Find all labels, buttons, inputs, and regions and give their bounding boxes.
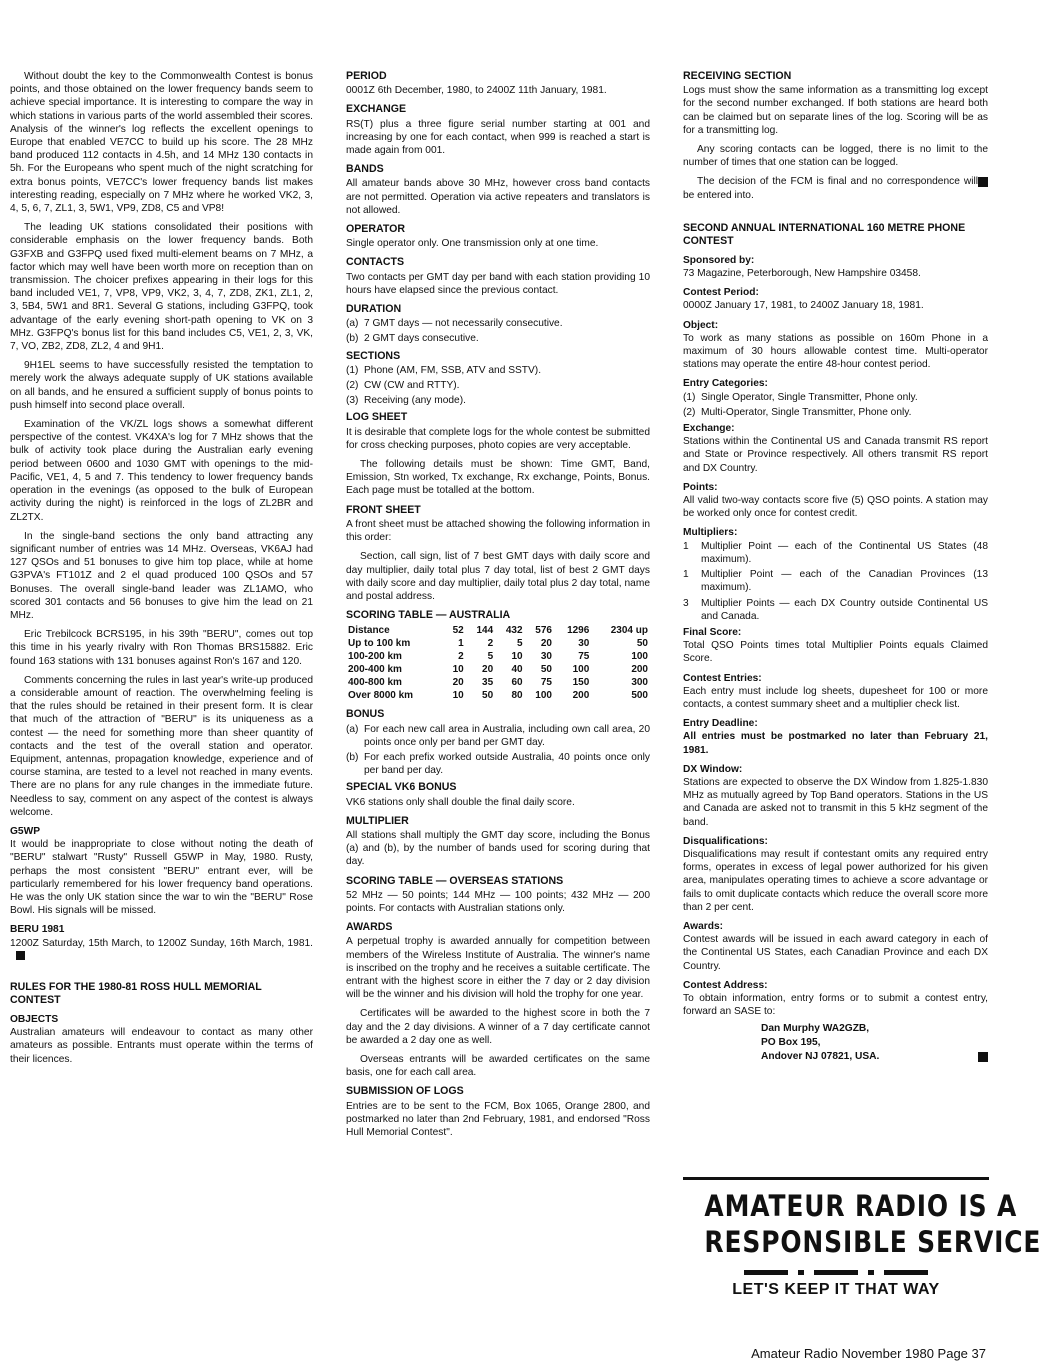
paragraph: VK6 stations only shall double the final daily score. xyxy=(346,796,575,808)
list-item xyxy=(346,394,650,407)
list-text: Phone (AM, FM, SSB, ATV and SSTV). xyxy=(364,364,542,376)
heading-operator: OPERATOR xyxy=(346,223,406,236)
heading-awards: Awards: xyxy=(683,920,724,932)
table-cell: 400-800 km xyxy=(348,677,402,689)
heading-sponsored-by: Sponsored by: xyxy=(683,254,755,266)
table-cell: 10 xyxy=(452,664,464,676)
column-3 xyxy=(683,70,988,1064)
dot-mark xyxy=(798,1270,804,1275)
table-header-row xyxy=(346,624,650,637)
heading-contest-entries: Contest Entries: xyxy=(683,672,762,684)
paragraph: Examination of the VK/ZL logs shows a somewhat different perspective of the contest. VK4XA's log for 7 MHz shows that the bulk of activity took place during the Australian early evening period between 0600 and 1030 GMT with openings to the mid-Pacific, VE1, 4, 5 and 7. This tendency to lower frequency bands operation in the evenings (as opposed to the bulk of European activity during the night) is reinforced in the logs of ZL2BR and ZL2TX. xyxy=(10,419,313,523)
table-row xyxy=(346,663,650,676)
heading-sections: SECTIONS xyxy=(346,349,401,362)
table-cell: 20 xyxy=(540,638,552,650)
paragraph: 52 MHz — 50 points; 144 MHz — 100 points; 432 MHz — 200 points. For contacts with Australian stations only. xyxy=(346,889,650,914)
table-cell: 300 xyxy=(631,677,648,689)
heading-duration: DURATION xyxy=(346,303,402,316)
list-item xyxy=(346,379,650,392)
heading-exchange: Exchange: xyxy=(683,423,735,435)
paragraph: In the single-band sections the only band attracting any significant number of entries was 14 MHz. Overseas, VK6AJ had 127 QSOs and 51 bonuses to give him top place, while at home G3PVA's FT101Z and 2 el quad produced 100 QSOs and 57 Bonuses. The overall single-band leader was ZL1AMO, who scored 301 contacts and 56 bonuses to give him the lead on 21 MHz. xyxy=(10,530,313,621)
heading-scoring-australia: SCORING TABLE — AUSTRALIA xyxy=(346,609,511,622)
list-text: Single Operator, Single Transmitter, Phone only. xyxy=(701,391,918,403)
paragraph: 73 Magazine, Peterborough, New Hampshire 03458. xyxy=(683,268,921,280)
list-marker: (a) xyxy=(346,723,359,735)
column-1 xyxy=(10,70,313,1072)
table-cell: 100 xyxy=(535,690,552,702)
paragraph: Comments concerning the rules in last year's write-up produced a considerable amount of reaction. The overwhelming feeling is that the rules should be retained in their present form. It is clear that much of the attraction of "BERU" is its uniqueness as a contest — the need for something more than sheer quantity of contacts and the test of the overall station and operator. Equipment, antennas, propagation knowledge, experience and of course stamina, are tested to a level not reached in many events. There are no plans for any rule changes in the immediate future. Needless to say, comment on any aspect of the contest is always welcome. xyxy=(10,674,313,818)
list-text: 2 GMT days consecutive. xyxy=(364,333,479,345)
table-header: 432 xyxy=(505,625,523,637)
heading-special-vk6-bonus: SPECIAL VK6 BONUS xyxy=(346,781,457,794)
paragraph: To work as many stations as possible on 160m Phone in a maximum of 30 hours allowable contest time. Multi-operator stations may operate the entire 48-hour contest period. xyxy=(683,332,988,371)
table-cell: 500 xyxy=(631,690,648,702)
paragraph: All stations shall multiply the GMT day score, including the Bonus (a) and (b), by the number of bands used for scoring during that day. xyxy=(346,829,650,868)
paragraph: 0000Z January 17, 1981, to 2400Z January 18, 1981. xyxy=(683,300,924,312)
paragraph: The following details must be shown: Time GMT, Band, Emission, Stn worked, Tx exchange, Rx exchange, Points, Bonus. Each page must be totalled at the bottom. xyxy=(346,459,650,497)
table-cell: 100 xyxy=(572,664,590,676)
list-text: 7 GMT days — not necessarily consecutive. xyxy=(364,318,563,330)
list-marker: (b) xyxy=(346,333,359,345)
heading-ross-hull-rules: RULES FOR THE 1980-81 ROSS HULL MEMORIAL CONTEST xyxy=(10,981,262,1006)
heading-entry-categories: Entry Categories: xyxy=(683,378,768,390)
end-mark-icon xyxy=(978,177,988,187)
banner-line-2: RESPONSIBLE SERVICE xyxy=(704,1225,1041,1259)
paragraph: The decision of the FCM is final and no correspondence will be entered into. xyxy=(683,176,978,201)
list-text: Receiving (any mode). xyxy=(364,395,466,407)
paragraph: Eric Trebilcock BCRS195, in his 39th "BERU", comes out top this time in his yearly rivalry with Ron Thomas BRS15882. Eric found 163 stations with 131 bonuses against Ron's 167 and 120. xyxy=(10,629,313,667)
heading-final-score: Final Score: xyxy=(683,626,742,638)
paragraph: Stations are expected to observe the DX Window from 1.825-1.830 MHz as mutually agreed by Top Band operators. Stations in the US and Canada are asked not to transmit in this 5 kHz segment of the band. xyxy=(683,776,988,828)
table-row xyxy=(346,650,650,663)
table-row xyxy=(346,689,650,702)
heading-disqualifications: Disqualifications: xyxy=(683,835,768,847)
paragraph: Stations within the Continental US and Canada transmit RS report and State or Province respectively. All others transmit RS report and DX Country. xyxy=(683,436,988,474)
promo-banner xyxy=(683,1177,1041,1299)
paragraph: Australian amateurs will endeavour to contact as many other amateurs as possible. Entrants must operate within the terms of their licences. xyxy=(10,1027,313,1065)
paragraph: Single operator only. One transmission only at one time. xyxy=(346,238,599,250)
paragraph: Section, call sign, list of 7 best GMT days with daily score and day multiplier, daily total plus 7 day total, list of best 2 GMT days with daily score and day multiplier, daily total plus 2 day total, name and postal address. xyxy=(346,551,650,602)
address-line: Andover NJ 07821, USA. xyxy=(761,1051,880,1063)
banner-line-1: AMATEUR RADIO IS A xyxy=(704,1189,1018,1223)
dash-mark xyxy=(814,1270,858,1275)
paragraph: All valid two-way contacts score five (5) QSO points. A station may be worked only once for contest credit. xyxy=(683,495,988,520)
paragraph: Total QSO Points times total Multiplier Points equals Claimed Score. xyxy=(683,640,988,665)
table-cell: Up to 100 km xyxy=(348,638,411,650)
list-text: For each new call area in Australia, including own call area, 20 points once only per band per GMT day. xyxy=(364,723,650,748)
paragraph: Each entry must include log sheets, dupesheet for 100 or more contacts, a contest summary sheet and a multiplier check list. xyxy=(683,685,988,710)
table-cell: 30 xyxy=(540,651,552,663)
table-cell: 100 xyxy=(631,651,648,663)
end-mark-icon xyxy=(978,1052,988,1062)
paragraph: Entries are to be sent to the FCM, Box 1065, Orange 2800, and postmarked no later than 2nd February, 1981, and endorsed "Ross Hull Memorial Contest". xyxy=(346,1100,650,1138)
table-cell: 2 xyxy=(458,651,464,663)
table-header: 144 xyxy=(476,625,494,637)
table-cell: 50 xyxy=(540,664,552,676)
table-cell: 40 xyxy=(511,664,523,676)
list-item xyxy=(683,540,988,566)
column-2 xyxy=(346,70,650,1145)
table-cell: 80 xyxy=(511,690,523,702)
table-cell: 50 xyxy=(482,690,494,702)
heading-awards: AWARDS xyxy=(346,921,393,934)
table-cell: 75 xyxy=(540,677,552,689)
table-row xyxy=(346,637,650,650)
heading-points: Points: xyxy=(683,481,718,493)
list-text: CW (CW and RTTY). xyxy=(364,380,460,392)
table-cell: 75 xyxy=(578,651,590,663)
paragraph: Any scoring contacts can be logged, there is no limit to the number of times that one station can be logged. xyxy=(683,144,988,169)
heading-bonus: BONUS xyxy=(346,708,385,721)
list-text: Multi-Operator, Single Transmitter, Phone only. xyxy=(701,406,912,418)
list-marker: (1) xyxy=(683,391,696,403)
table-cell: 60 xyxy=(511,677,523,689)
table-cell: 10 xyxy=(511,651,523,663)
list-text: Multiplier Point — each of the Continental US States (48 maximum). xyxy=(701,540,988,565)
paragraph: RS(T) plus a three figure serial number starting at 001 and increasing by one for each contact, when 999 is reached a start is made again from 001. xyxy=(346,118,650,157)
table-header: 52 xyxy=(452,625,464,637)
list-marker: (b) xyxy=(346,751,359,763)
heading-log-sheet: LOG SHEET xyxy=(346,411,408,424)
dot-mark xyxy=(868,1270,874,1275)
list-item xyxy=(346,723,650,749)
paragraph: The leading UK stations consolidated their positions with considerable emphasis on the lower frequency bands. Both G3FXB and G3FPQ used fixed multi-element beams on 7 MHz, a factor which may well have been worth more on reception than on transmission. The choicer prefixes appearing in their logs for this band included VE1, 7, VP8, VP9, VK2, 3, 4, 7, ZD8, ZK1, ZL1, 2, 3, 5B4, 5W1 and 8R1. Several G stations, including G3FPQ, took advantage of the early evening short-path opening to VK on 3 MHz. G3FPQ's bonus list for this band includes C5, VE1, 2, 3, VK, 7, VO, ZB2, ZD8, ZL2, 4 and 9H1. xyxy=(10,222,313,353)
heading-exchange: EXCHANGE xyxy=(346,103,407,116)
table-cell: 150 xyxy=(572,677,590,689)
heading-scoring-overseas: SCORING TABLE — OVERSEAS STATIONS xyxy=(346,874,564,887)
table-header: 2304 up xyxy=(610,625,648,637)
list-item xyxy=(346,751,650,777)
paragraph-end xyxy=(683,175,988,201)
list-text: Multiplier Point — each of the Canadian Provinces (13 maximum). xyxy=(701,569,988,594)
paragraph: All amateur bands above 30 MHz, however cross band contacts are not permitted. Operation via active repeaters and translators is not allowed. xyxy=(346,178,650,216)
paragraph: Without doubt the key to the Commonwealth Contest is bonus points, and those obtained on the lower frequency bands seem to achieve special importance. It is interesting to compare the way in which stations in various parts of the world assembled their scores. Analysis of the winner's log reflects the excellent openings to Europe that enabled VE7CC to build up his score. The 28 MHz band produced 112 contacts in 4.5h, and 14 MHz 130 contacts in 5h. For the Europeans who spent much of the night scratching for extra bonus points, VE7CC's lower frequency bands list makes interesting reading, especially on 7 MHz where he worked VK2, 3, 4, 5, 6, 7, ZL1, 3, 5W1, VP9, ZD8, C5 and VP8! xyxy=(10,71,313,215)
heading-contest-period: Contest Period: xyxy=(683,287,759,299)
paragraph: 9H1EL seems to have successfully resisted the temptation to merely work the always adequate supply of UK stations available on all bands, and he ensured a sufficient supply of bonus points to push himself into second place overall. xyxy=(10,360,313,411)
table-cell: 200-400 km xyxy=(348,664,402,676)
table-cell: 1 xyxy=(458,638,464,650)
table-cell: Over 8000 km xyxy=(348,690,414,702)
table-cell: 200 xyxy=(631,664,648,676)
list-item xyxy=(683,391,988,404)
table-cell: 10 xyxy=(452,690,464,702)
paragraph: Certificates will be awarded to the highest score in both the 7 day and the 2 day divisions. A winner of a 7 day certificate cannot be awarded a 2 day one as well. xyxy=(346,1008,650,1046)
table-cell: 200 xyxy=(572,690,590,702)
list-marker: (2) xyxy=(346,380,359,392)
heading-contest-address: Contest Address: xyxy=(683,979,768,991)
heading-objects: OBJECTS xyxy=(10,1014,59,1025)
dash-dot-rule xyxy=(683,1270,989,1275)
address-line-end xyxy=(761,1050,988,1064)
list-marker: 3 xyxy=(683,597,689,609)
list-item xyxy=(346,317,650,330)
heading-multiplier: MULTIPLIER xyxy=(346,814,409,827)
list-marker: 1 xyxy=(683,540,689,552)
heading-front-sheet: FRONT SHEET xyxy=(346,503,421,516)
paragraph: To obtain information, entry forms or to submit a contest entry, forward an SASE to: xyxy=(683,992,988,1018)
scoring-table-australia xyxy=(346,624,650,702)
heading-beru-1981: BERU 1981 xyxy=(10,924,65,936)
list-marker: (2) xyxy=(683,406,696,418)
heading-dx-window: DX Window: xyxy=(683,763,743,775)
paragraph: It is desirable that complete logs for the whole contest be submitted for cross checking purposes, photo copies are very acceptable. xyxy=(346,426,650,451)
table-row xyxy=(346,676,650,689)
heading-receiving-section: RECEIVING SECTION xyxy=(683,70,792,82)
heading-submission-of-logs: SUBMISSION OF LOGS xyxy=(346,1085,464,1098)
heading-bands: BANDS xyxy=(346,163,384,176)
list-item xyxy=(683,568,988,594)
banner-tagline: LET'S KEEP IT THAT WAY xyxy=(732,1281,940,1298)
list-item xyxy=(683,406,988,419)
table-cell: 5 xyxy=(517,638,523,650)
table-cell: 35 xyxy=(482,677,494,689)
page-footer: Amateur Radio November 1980 Page 37 xyxy=(751,1346,986,1361)
heading-entry-deadline: Entry Deadline: xyxy=(683,718,758,730)
heading-contacts: CONTACTS xyxy=(346,256,405,269)
table-cell: 100-200 km xyxy=(348,651,402,663)
paragraph: All entries must be postmarked no later than February 21, 1981. xyxy=(683,731,988,756)
table-cell: 20 xyxy=(452,677,464,689)
address-line: PO Box 195, xyxy=(761,1037,821,1049)
list-item xyxy=(346,332,650,345)
list-marker: (a) xyxy=(346,318,359,330)
list-text: Multiplier Points — each DX Country outside Continental US and Canada. xyxy=(701,597,988,622)
paragraph: Contest awards will be issued in each award category in each of the Continental US States, each Canadian Province and each DX Country. xyxy=(683,934,988,972)
paragraph: 0001Z 6th December, 1980, to 2400Z 11th January, 1981. xyxy=(346,85,607,97)
list-marker: 1 xyxy=(683,569,689,581)
list-marker: (3) xyxy=(346,395,359,407)
paragraph: Disqualifications may result if contestant omits any required entry forms, operates in excess of legal power authorized for his given area, manipulates operating times to achieve a score advantage or fails to omit duplicate contacts which reduce the overall score more than 2 per cent. xyxy=(683,848,988,913)
dash-mark xyxy=(744,1270,788,1275)
list-item xyxy=(683,597,988,623)
paragraph: It would be inappropriate to close without noting the death of "BERU" stalwart "Rusty" Russell G5WP in May, 1980. Rusty, perhaps the most consistent "BERU" entrant ever, will be particularly remembered for his lower frequency band operations. He was the only UK station since the war to win the "BERU" Rose Bowl. His signals will be missed. xyxy=(10,839,313,917)
table-header: Distance xyxy=(348,625,390,637)
list-marker: (1) xyxy=(346,364,359,376)
table-header: 1296 xyxy=(567,625,590,637)
postal-address xyxy=(761,1022,988,1064)
heading-object: Object: xyxy=(683,319,719,331)
end-mark-icon xyxy=(16,951,25,960)
address-line: Dan Murphy WA2GZB, xyxy=(761,1023,870,1035)
paragraph: Logs must show the same information as a transmitting log except for the second number exchanged. If both stations are heard both can be claimed but on separate lines of the log. Scoring will be as for a transmitting log. xyxy=(683,85,988,136)
table-header: 576 xyxy=(535,625,552,637)
list-text: For each prefix worked outside Australia, 40 points once only per band per day. xyxy=(364,751,650,777)
paragraph: A perpetual trophy is awarded annually for competition between members of the Wireless Institute of Australia. The winner's name is inscribed on the trophy and he receives a suitable certificate. The entrant with the highest score in either the 7 day or 2 day division will be the winner and his division will hold the trophy for one year. xyxy=(346,936,650,1001)
heading-multipliers: Multipliers: xyxy=(683,527,738,539)
heading-period: PERIOD xyxy=(346,70,387,82)
paragraph: Two contacts per GMT day per band with each station providing 10 hours have elapsed since the previous contact. xyxy=(346,271,650,296)
paragraph-end xyxy=(10,937,313,963)
list-item xyxy=(346,364,650,377)
table-cell: 30 xyxy=(578,638,590,650)
heading-160-metre-contest: SECOND ANNUAL INTERNATIONAL 160 METRE PHONE CONTEST xyxy=(683,221,966,247)
paragraph: 1200Z Saturday, 15th March, to 1200Z Sunday, 16th March, 1981. xyxy=(10,937,313,949)
table-cell: 50 xyxy=(636,638,648,650)
heading-g5wp: G5WP xyxy=(10,825,41,837)
table-cell: 5 xyxy=(487,651,494,663)
table-cell: 2 xyxy=(487,638,494,650)
dash-mark xyxy=(884,1270,928,1275)
table-cell: 20 xyxy=(482,664,494,676)
paragraph: A front sheet must be attached showing the following information in this order: xyxy=(346,518,650,544)
paragraph: Overseas entrants will be awarded certificates on the same basis, one for each call area. xyxy=(346,1053,650,1079)
